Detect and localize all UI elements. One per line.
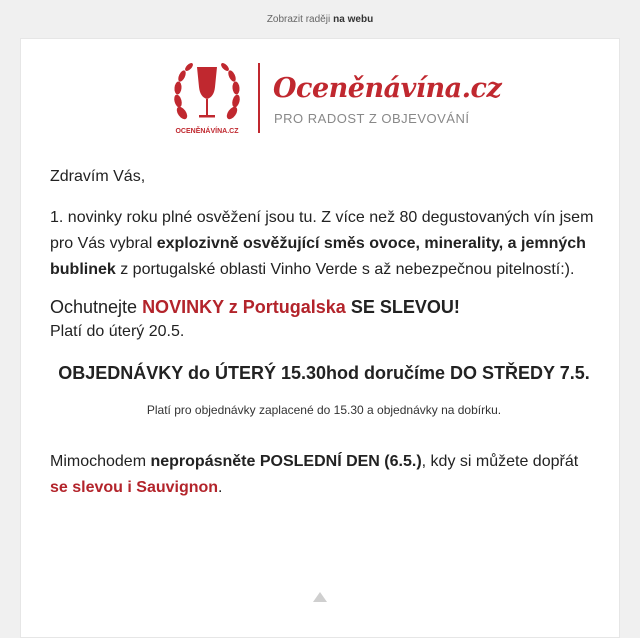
sauvignon-link[interactable]: se slevou i Sauvignon — [50, 479, 219, 496]
by-the-way-paragraph — [50, 449, 598, 501]
emblem-text: OCENĚNÁVÍNA.CZ — [175, 128, 239, 135]
offer-discount: SE SLEVOU! — [350, 297, 460, 317]
email-body — [50, 165, 598, 501]
view-in-browser-text: Zobrazit raději — [266, 13, 331, 25]
brand-tagline: PRO RADOST Z OBJEVOVÁNÍ — [274, 111, 470, 126]
email-card — [20, 38, 620, 638]
intro-text-2: z portugalské oblasti Vinho Verde s až nebezpečnou pitelností:). — [115, 261, 575, 278]
btw-last-day: nepropásněte POSLEDNÍ DEN (6.5.) — [150, 453, 422, 470]
intro-highlight: explozivně osvěžující směs ovoce, minerality, a jemných bublinek — [50, 235, 586, 278]
view-on-web-link[interactable]: na webu — [333, 13, 374, 25]
wine-glass-laurel-icon — [170, 59, 244, 139]
brand-logo[interactable] — [170, 59, 502, 139]
validity-text: Platí do úterý 20.5. — [50, 323, 185, 340]
greeting: Zdravím Vás, — [50, 168, 146, 185]
view-in-browser-bar — [0, 0, 640, 38]
offer-headline — [50, 295, 598, 319]
offer-link-novinky[interactable]: NOVINKY z Portugalska — [142, 297, 346, 317]
btw-text-3: . — [218, 479, 223, 496]
btw-text-1: Mimochodem — [50, 453, 151, 470]
payment-note: Platí pro objednávky zaplacené do 15.30 a objednávky na dobírku. — [146, 403, 502, 417]
brand-name: Oceněnávína.cz — [273, 73, 502, 104]
image-placeholder-icon — [313, 592, 327, 602]
intro-paragraph — [50, 205, 598, 283]
btw-text-2: , kdy si můžete dopřát — [421, 453, 579, 470]
delivery-notice: OBJEDNÁVKY do ÚTERÝ 15.30hod doručíme DO STŘEDY 7.5. — [58, 363, 590, 383]
logo-divider — [258, 63, 260, 133]
offer-text-1: Ochutnejte — [50, 297, 143, 317]
intro-text-1: 1. novinky roku plné osvěžení jsou tu. Z více než 80 degustovaných vín jsem pro Vás vybral — [50, 209, 594, 252]
